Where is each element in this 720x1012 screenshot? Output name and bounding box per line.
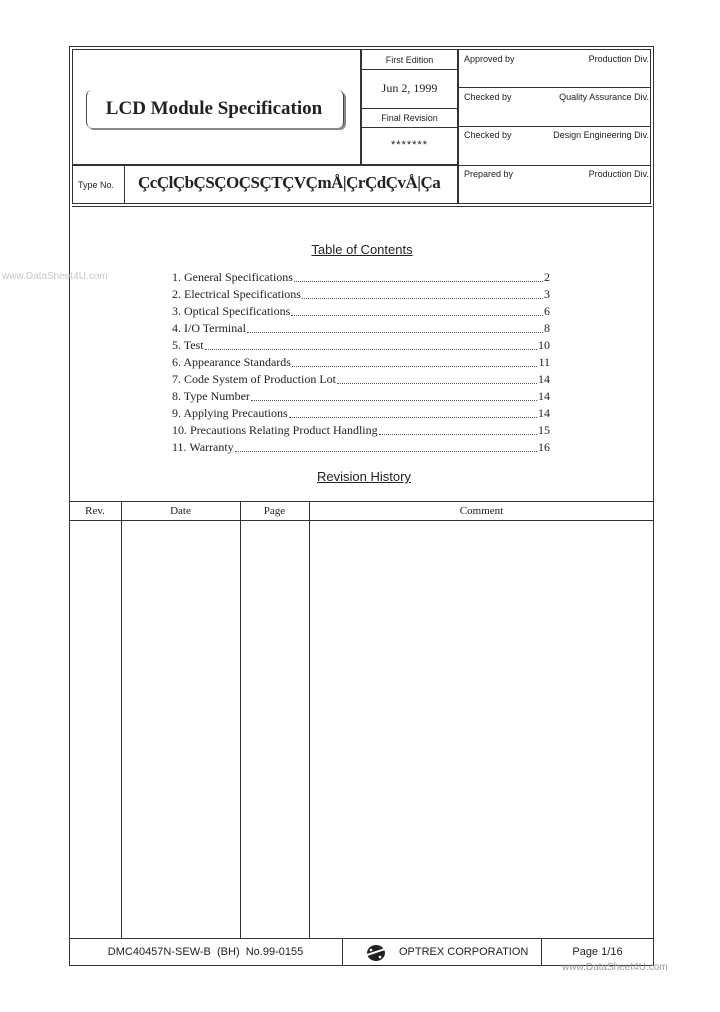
type-no-label: Type No. xyxy=(78,180,115,190)
toc-item[interactable]: 5. Test 10 xyxy=(172,338,550,352)
revision-heading: Revision History xyxy=(317,469,411,484)
final-revision-label: Final Revision xyxy=(381,113,438,123)
toc-item[interactable]: 10. Precautions Relating Product Handling 15 xyxy=(172,423,550,437)
footer-page-number: Page 1/16 xyxy=(572,946,623,958)
watermark-right: www.DataSheet4U.com xyxy=(562,962,668,973)
first-edition-label: First Edition xyxy=(385,55,434,65)
approval-dept: Design Engineering Div. xyxy=(553,130,649,140)
toc-item[interactable]: 6. Appearance Standards 11 xyxy=(172,355,550,369)
approval-dept: Production Div. xyxy=(588,169,649,179)
watermark-left: www.DataSheet4U.com xyxy=(2,271,108,282)
toc-item[interactable]: 3. Optical Specifications 6 xyxy=(172,304,550,318)
toc-heading: Table of Contents xyxy=(311,242,413,257)
approval-dept: Quality Assurance Div. xyxy=(559,92,649,102)
approval-dept: Production Div. xyxy=(588,54,649,64)
toc-item[interactable]: 1. General Specifications 2 xyxy=(172,270,550,284)
col-page: Page xyxy=(263,505,286,517)
col-date: Date xyxy=(170,505,191,517)
type-no-value: ÇcÇlÇbÇSÇOÇSÇTÇVÇmÅ|ÇrÇdÇvÅ|Ça xyxy=(138,173,441,192)
footer-doc-number: DMC40457N-SEW-B (BH) No.99-0155 xyxy=(107,946,304,958)
col-rev: Rev. xyxy=(85,505,105,517)
approval-label: Prepared by xyxy=(464,169,514,179)
document-title: LCD Module Specification xyxy=(105,98,323,119)
optrex-logo-icon xyxy=(365,943,387,963)
toc-item[interactable]: 11. Warranty 16 xyxy=(172,440,550,454)
toc-item[interactable]: 7. Code System of Production Lot 14 xyxy=(172,372,550,386)
approval-label: Approved by xyxy=(464,54,515,64)
toc-item[interactable]: 9. Applying Precautions 14 xyxy=(172,406,550,420)
first-edition-date: Jun 2, 1999 xyxy=(381,81,438,95)
final-revision-value: ******* xyxy=(391,139,428,151)
toc-item[interactable]: 4. I/O Terminal 8 xyxy=(172,321,550,335)
footer-company: OPTREX CORPORATION xyxy=(399,946,529,958)
col-comment: Comment xyxy=(459,505,504,517)
approval-label: Checked by xyxy=(464,130,512,140)
toc-item[interactable]: 8. Type Number 14 xyxy=(172,389,550,403)
toc-item[interactable]: 2. Electrical Specifications 3 xyxy=(172,287,550,301)
approval-label: Checked by xyxy=(464,92,512,102)
